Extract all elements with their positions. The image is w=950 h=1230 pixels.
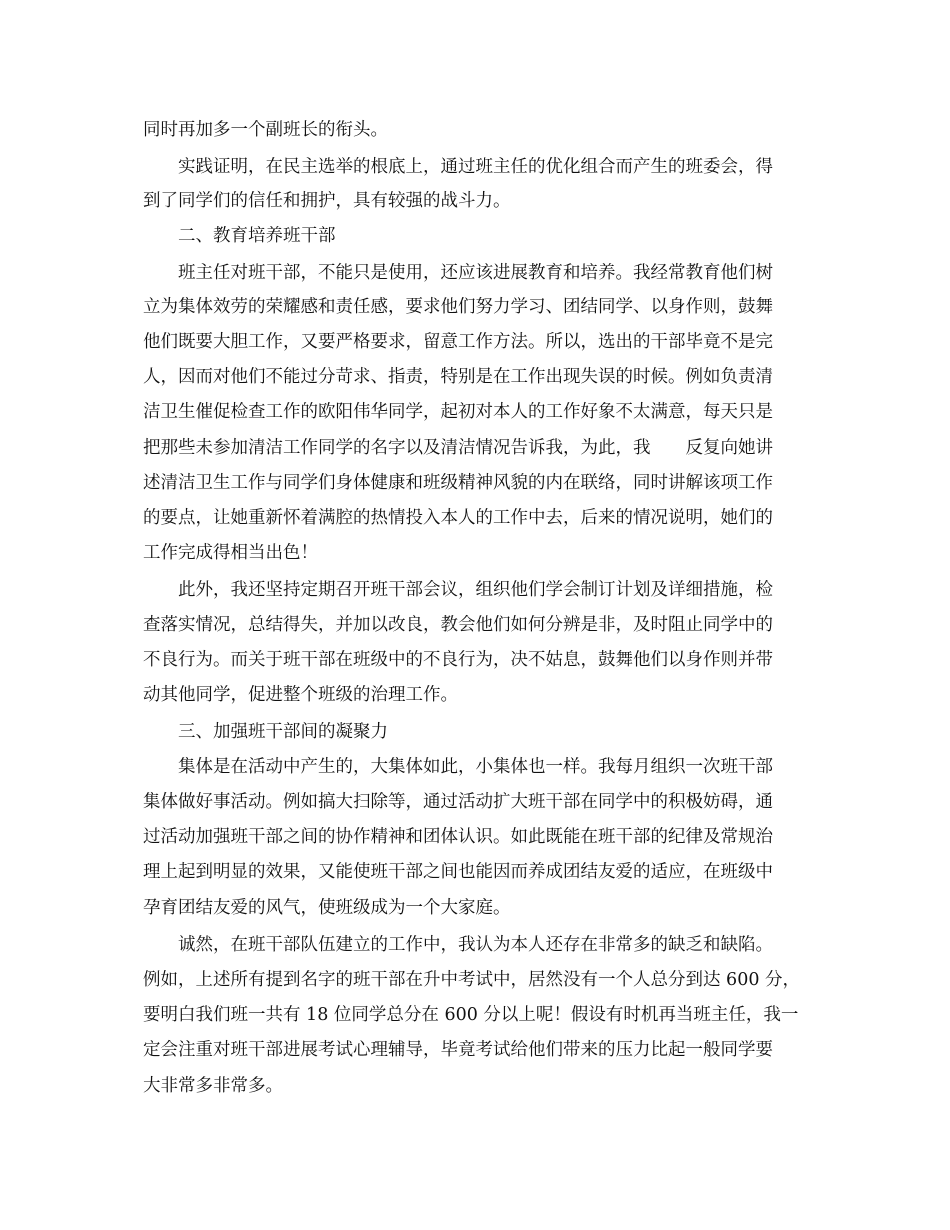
body-line: 到了同学们的信任和拥护，具有较强的战斗力。 [143, 191, 511, 211]
body-line: 诚然，在班干部队伍建立的工作中，我认为本人还存在非常多的缺乏和缺陷。 [178, 935, 773, 955]
body-line: 要明白我们班一共有 18 位同学总分在 600 分以上呢！假设有时机再当班主任，我一 [143, 1005, 799, 1025]
body-line: 定会注重对班干部进展考试心理辅导，毕竟考试给他们带来的压力比起一般同学要 [143, 1040, 773, 1060]
body-line: 实践证明，在民主选举的根底上，通过班主任的优化组合而产生的班委会，得 [178, 157, 773, 177]
body-line: 动其他同学，促进整个班级的治理工作。 [143, 685, 458, 705]
section-heading: 二、教育培养班干部 [178, 226, 336, 246]
body-line: 例如，上述所有提到名字的班干部在升中考试中，居然没有一个人总分到达 600 分， [143, 970, 801, 990]
body-line: 的要点，让她重新怀着满腔的热情投入本人的工作中去，后来的情况说明，她们的 [143, 508, 773, 528]
body-line: 同时再加多一个副班长的衔头。 [143, 120, 388, 140]
body-line: 大非常多非常多。 [143, 1076, 283, 1096]
body-line: 过活动加强班干部之间的协作精神和团体认识。如此既能在班干部的纪律及常规治 [143, 827, 773, 847]
body-line: 理上起到明显的效果，又能使班干部之间也能因而养成团结友爱的适应，在班级中 [143, 862, 773, 882]
body-line: 孕育团结友爱的风气，使班级成为一个大家庭。 [143, 898, 511, 918]
body-line: 班主任对班干部，不能只是使用，还应该进展教育和培养。我经常教育他们树 [178, 263, 773, 283]
body-line: 查落实情况，总结得失，并加以改良，教会他们如何分辨是非，及时阻止同学中的 [143, 615, 773, 635]
body-line: 此外，我还坚持定期召开班干部会议，组织他们学会制订计划及详细措施，检 [178, 580, 773, 600]
body-line: 工作完成得相当出色！ [143, 543, 318, 563]
body-line: 洁卫生催促检查工作的欧阳伟华同学，起初对本人的工作好象不太满意，每天只是 [143, 402, 773, 422]
body-line: 人，因而对他们不能过分苛求、指责，特别是在工作出现失误的时候。例如负责清 [143, 367, 773, 387]
body-line: 他们既要大胆工作，又要严格要求，留意工作方法。所以，选出的干部毕竟不是完 [143, 332, 773, 352]
body-line: 集体是在活动中产生的，大集体如此，小集体也一样。我每月组织一次班干部 [178, 757, 773, 777]
body-line: 述清洁卫生工作与同学们身体健康和班级精神风貌的内在联络，同时讲解该项工作 [143, 473, 773, 493]
section-heading: 三、加强班干部间的凝聚力 [178, 722, 388, 742]
body-line: 集体做好事活动。例如搞大扫除等，通过活动扩大班干部在同学中的积极妨碍，通 [143, 792, 773, 812]
body-line: 把那些未参加清洁工作同学的名字以及清洁情况告诉我，为此，我 反复向她讲 [143, 438, 773, 458]
body-line: 立为集体效劳的荣耀感和责任感，要求他们努力学习、团结同学、以身作则，鼓舞 [143, 297, 773, 317]
body-line: 不良行为。而关于班干部在班级中的不良行为，决不姑息，鼓舞他们以身作则并带 [143, 650, 773, 670]
